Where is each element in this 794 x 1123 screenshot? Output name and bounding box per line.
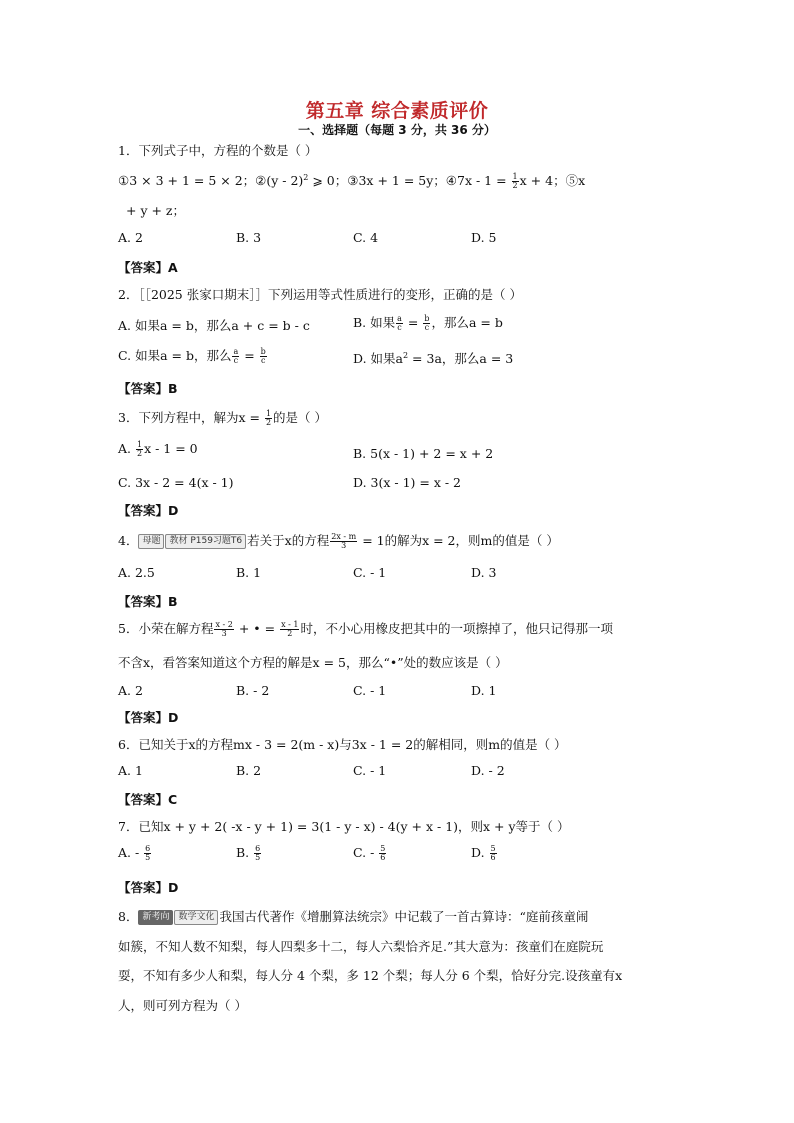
q5-stem-text: 时，不小心用橡皮把其中的一项擦掉了，他只记得那一项 (300, 621, 613, 636)
q7-option-c-frac (379, 845, 386, 862)
q5-stem-text: + • = (234, 621, 280, 636)
frac-numerator: 6 (255, 844, 261, 853)
q2-option-c (118, 346, 268, 365)
q3-stem-frac (265, 410, 272, 427)
frac-denominator: c (260, 356, 266, 365)
q2-option-b-frac1 (396, 315, 403, 332)
q2-option-d (353, 349, 513, 367)
q7-option-b-frac (254, 845, 261, 862)
frac-denominator: 5 (145, 853, 151, 862)
q4-option-c: C. - 1 (353, 565, 387, 580)
q8-stem (118, 907, 588, 925)
q3-option-a-text: x - 1 = 0 (144, 441, 198, 456)
q8-stem-text: 我国古代著作《增删算法统宗》中记载了一首古算诗：“庭前孩童闹 (219, 909, 589, 924)
q1-option-a: A. 2 (118, 230, 143, 245)
q1-formula-part: ①3 × 3 + 1 = 5 × 2；②(y - 2) (118, 173, 304, 188)
frac-numerator: 6 (145, 844, 151, 853)
q2-option-b-eq: = (403, 315, 423, 330)
q7-option-a-label: A. - (118, 845, 144, 860)
q1-formula (118, 171, 585, 190)
q6-option-d: D. - 2 (471, 763, 505, 778)
q3-stem-text: 的是（ ） (273, 410, 328, 425)
q1-stem: 1．下列式子中，方程的个数是（ ） (118, 143, 318, 158)
frac-numerator: x - 2 (215, 620, 233, 629)
q1-formula-cont: + y + z； (126, 203, 186, 218)
frac-numerator: b (260, 347, 266, 356)
frac-denominator: 3 (221, 629, 227, 638)
q5-stem-text: 5．小荣在解方程 (118, 621, 214, 636)
frac-numerator: 1 (136, 440, 143, 449)
q3-option-a (118, 441, 198, 458)
q5-option-b: B. - 2 (236, 683, 270, 698)
q4-answer: 【答案】B (118, 594, 178, 609)
frac-numerator: x - 1 (281, 620, 299, 629)
q6-answer: 【答案】C (118, 792, 178, 807)
q5-answer: 【答案】D (118, 710, 179, 725)
q5-option-a: A. 2 (118, 683, 143, 698)
q8-line-4: 人，则可列方程为（ ） (118, 998, 247, 1013)
q1-fraction (512, 173, 519, 190)
q8-number: 8． (118, 909, 139, 924)
frac-denominator: 6 (490, 853, 496, 862)
q7-option-a-frac (144, 845, 151, 862)
q2-option-a: A. 如果a = b，那么a + c = b - c (118, 318, 310, 333)
q5-option-c: C. - 1 (353, 683, 387, 698)
q4-tag-textbook: 教材 P159习题T6 (165, 534, 246, 549)
frac-denominator: 2 (136, 449, 143, 458)
frac-denominator: 6 (380, 853, 386, 862)
q3-option-a-label: A. (118, 441, 135, 456)
q8-line-2: 如簇，不知人数不知梨，每人四梨多十二，每人六梨恰齐足.”其大意为：孩童们在庭院玩 (118, 939, 604, 954)
q3-option-d: D. 3(x - 1) = x - 2 (353, 475, 461, 490)
q4-tag-mother: 母题 (138, 534, 164, 549)
q7-option-d-label: D. (471, 845, 489, 860)
q5-stem (118, 619, 613, 638)
q2-option-c-text: C. 如果a = b，那么 (118, 348, 232, 363)
q7-stem: 7．已知x + y + 2( -x - y + 1) = 3(1 - y - x) - 4(y + x - 1)，则x + y等于（ ） (118, 819, 570, 834)
q1-exponent: 2 (303, 172, 309, 182)
frac-denominator: 3 (341, 541, 347, 550)
frac-numerator: b (424, 314, 430, 323)
q4-option-b: B. 1 (236, 565, 262, 580)
q8-tag-new: 新考向 (138, 910, 173, 925)
q1-option-b: B. 3 (236, 230, 262, 245)
section-heading: 一、选择题（每题 3 分，共 36 分） (298, 123, 496, 137)
q1-formula-part: ⩾ 0；③3x + 1 = 5y；④7x - 1 = (308, 173, 511, 188)
q8-line-3: 耍，不知有多少人和梨，每人分 4 个梨，多 12 个梨；每人分 6 个梨，恰好分完.设孩童有x (118, 968, 623, 983)
q7-option-c (353, 845, 387, 862)
q7-answer: 【答案】D (118, 880, 179, 895)
q8-tag-culture: 数学文化 (174, 910, 218, 925)
q4-number: 4． (118, 533, 139, 548)
q1-formula-part: x + 4；⑤x (519, 173, 586, 188)
q5-stem-cont: 不含x，看答案知道这个方程的解是x = 5，那么“•”处的数应该是（ ） (118, 655, 508, 670)
q2-option-b-frac2 (423, 315, 430, 332)
frac-denominator: c (424, 323, 430, 332)
q6-option-c: C. - 1 (353, 763, 387, 778)
frac-numerator: 1 (265, 409, 272, 418)
q1-option-c: C. 4 (353, 230, 379, 245)
frac-numerator: 5 (490, 844, 496, 853)
q7-option-b-label: B. (236, 845, 254, 860)
q5-option-d: D. 1 (471, 683, 497, 698)
q4-stem-text: 若关于x的方程 (247, 533, 330, 548)
q3-option-a-frac (136, 441, 143, 458)
q3-stem (118, 408, 327, 427)
page-title: 第五章 综合素质评价 (305, 100, 489, 122)
q4-stem (118, 531, 559, 550)
q4-stem-text: = 1的解为x = 2，则m的值是（ ） (358, 533, 559, 548)
frac-denominator: 2 (512, 181, 518, 190)
q2-option-b-text: ，那么a = b (431, 315, 503, 330)
frac-denominator: c (397, 323, 402, 332)
q4-option-a: A. 2.5 (118, 565, 155, 580)
q6-stem: 6．已知关于x的方程mx - 3 = 2(m - x)与3x - 1 = 2的解相同，则m的值是（ ） (118, 737, 567, 752)
q2-option-b-text: B. 如果 (353, 315, 396, 330)
frac-numerator: 2x - m (331, 532, 357, 541)
q4-option-d: D. 3 (471, 565, 497, 580)
q2-option-c-frac1 (232, 348, 239, 365)
frac-denominator: 5 (255, 853, 261, 862)
q2-answer: 【答案】B (118, 381, 178, 396)
q2-option-c-eq: = (240, 348, 259, 363)
q3-stem-text: 3．下列方程中，解为x = (118, 410, 264, 425)
q7-option-d-frac (490, 845, 497, 862)
frac-numerator: a (397, 314, 402, 323)
q3-option-b: B. 5(x - 1) + 2 = x + 2 (353, 446, 494, 461)
q1-option-d: D. 5 (471, 230, 497, 245)
q6-option-a: A. 1 (118, 763, 143, 778)
frac-numerator: 1 (512, 172, 518, 181)
q7-option-c-label: C. - (353, 845, 379, 860)
frac-numerator: 5 (380, 844, 386, 853)
q2-stem: 2．［［2025 张家口期末］］下列运用等式性质进行的变形，正确的是（ ） (118, 287, 522, 302)
q2-option-c-frac2 (260, 348, 267, 365)
q7-option-a (118, 845, 152, 862)
q1-answer: 【答案】A (118, 260, 178, 275)
q5-stem-frac2 (280, 621, 299, 638)
q4-stem-frac (330, 533, 357, 550)
q3-option-c: C. 3x - 2 = 4(x - 1) (118, 475, 234, 490)
q7-option-b (236, 845, 262, 862)
frac-numerator: a (233, 347, 239, 356)
q2-option-d-text: = 3a，那么a = 3 (408, 351, 514, 366)
q2-option-d-text: D. 如果a (353, 351, 403, 366)
frac-denominator: 2 (265, 418, 272, 427)
q2-exponent: 2 (402, 350, 409, 360)
frac-denominator: c (233, 356, 239, 365)
q6-option-b: B. 2 (236, 763, 262, 778)
q7-option-d (471, 845, 498, 862)
q2-option-b (353, 313, 503, 332)
frac-denominator: 2 (287, 629, 293, 638)
q3-answer: 【答案】D (118, 503, 179, 518)
q5-stem-frac1 (214, 621, 233, 638)
